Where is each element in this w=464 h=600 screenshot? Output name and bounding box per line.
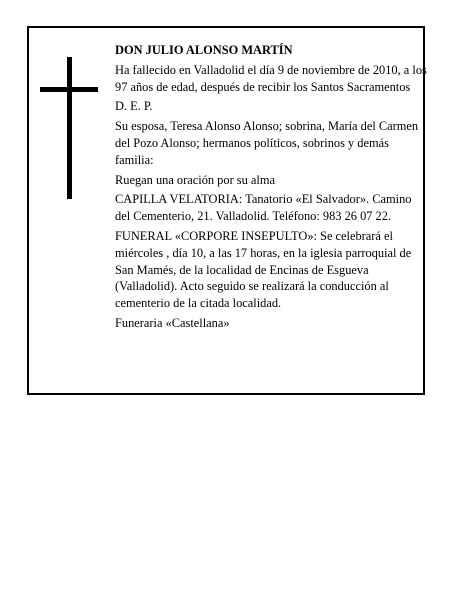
obituary-notice: [27, 26, 425, 395]
death-announcement: Ha fallecido en Valladolid el día 9 de noviembre de 2010, a los 97 años de edad, después de recibir los Santos Sacramentos: [115, 62, 427, 94]
family-list: Su esposa, Teresa Alonso Alonso; sobrina, María del Carmen del Pozo Alonso; hermanos políticos, sobrinos y demás familia:: [115, 119, 419, 167]
funeral-info: FUNERAL «CORPORE INSEPULTO»: Se celebrará el miércoles , día 10, a las 17 horas, en la iglesia parroquial de San Mamés, de la localidad de Encinas de Esgueva (Valladolid). Acto seguido se realizará la conducción al cementerio de la citada localidad.: [115, 228, 412, 311]
deceased-name: DON JULIO ALONSO MARTÍN: [115, 43, 293, 57]
cross-icon: [40, 57, 98, 199]
obituary-text: [115, 42, 427, 335]
cross-vertical-bar: [67, 57, 72, 199]
prayer-request: Ruegan una oración por su alma: [115, 172, 275, 187]
funeral-home: Funeraria «Castellana»: [115, 315, 230, 330]
rip-text: D. E. P.: [115, 99, 153, 114]
chapel-info: CAPILLA VELATORIA: Tanatorio «El Salvador». Camino del Cementerio, 21. Valladolid. Teléfono: 983 26 07 22.: [115, 192, 412, 224]
cross-horizontal-bar: [40, 87, 98, 92]
